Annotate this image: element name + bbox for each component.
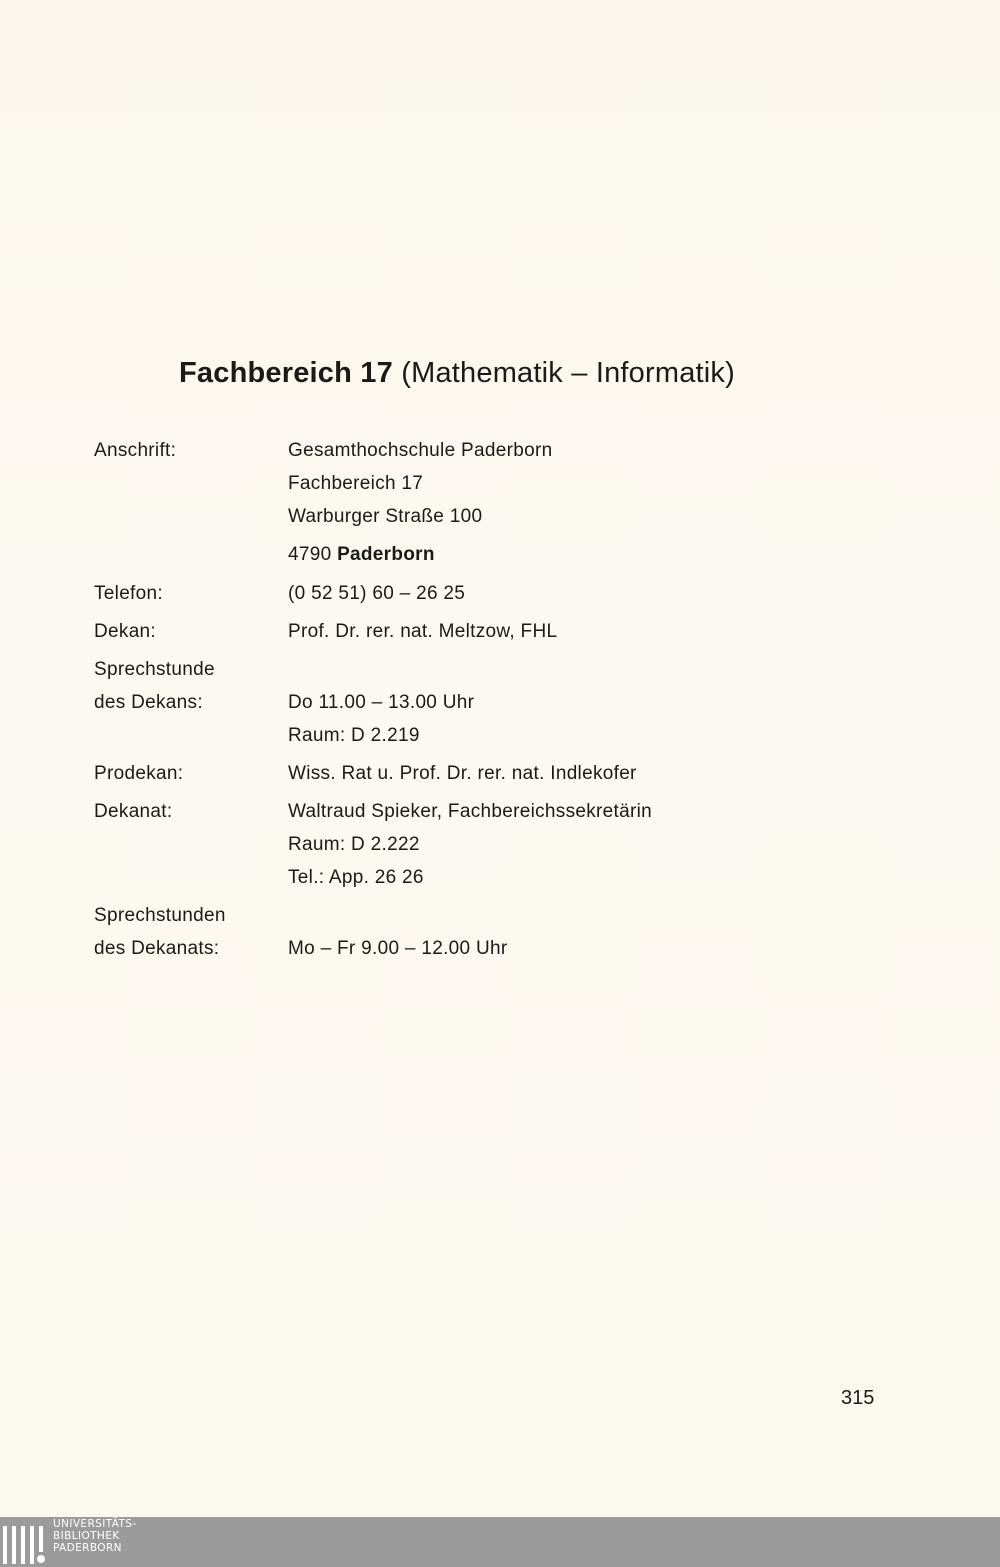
sprechstunde-dekan-time: Do 11.00 – 13.00 Uhr <box>288 692 475 713</box>
sprechstunden-dekanat-time: Mo – Fr 9.00 – 12.00 Uhr <box>288 938 508 959</box>
page-number: 315 <box>841 1387 875 1409</box>
title-department: Fachbereich 17 <box>179 357 393 389</box>
label-sprechstunde-line2: des Dekans: <box>94 692 203 713</box>
library-footer <box>0 1517 1000 1567</box>
library-barcode-logo-icon <box>3 1520 47 1564</box>
library-name-line2: BIBLIOTHEK <box>53 1530 120 1542</box>
address-line-1: Gesamthochschule Paderborn <box>288 440 553 461</box>
address-line-3: Warburger Straße 100 <box>288 506 483 527</box>
dekan-value: Prof. Dr. rer. nat. Meltzow, FHL <box>288 621 558 642</box>
library-name-line3: PADERBORN <box>53 1542 122 1554</box>
dekanat-phone: Tel.: App. 26 26 <box>288 867 424 888</box>
label-sprechstunden-line2: des Dekanats: <box>94 938 220 959</box>
label-telefon: Telefon: <box>94 583 163 604</box>
dekanat-name: Waltraud Spieker, Fachbereichssekretärin <box>288 801 653 822</box>
label-prodekan: Prodekan: <box>94 763 184 784</box>
dekanat-room: Raum: D 2.222 <box>288 834 420 855</box>
address-postcode: 4790 <box>288 544 332 565</box>
title-subject: (Mathematik – Informatik) <box>401 357 735 389</box>
label-dekan: Dekan: <box>94 621 157 642</box>
prodekan-value: Wiss. Rat u. Prof. Dr. rer. nat. Indlekofer <box>288 763 637 784</box>
label-anschrift: Anschrift: <box>94 440 177 461</box>
library-name <box>53 1518 137 1554</box>
telefon-value: (0 52 51) 60 – 26 25 <box>288 583 466 604</box>
address-line-2: Fachbereich 17 <box>288 473 424 494</box>
sprechstunde-dekan-room: Raum: D 2.219 <box>288 725 420 746</box>
label-sprechstunden-line1: Sprechstunden <box>94 905 226 926</box>
address-city: Paderborn <box>337 544 435 565</box>
label-sprechstunde-line1: Sprechstunde <box>94 659 215 680</box>
address-city-line <box>288 543 435 567</box>
library-name-line1: UNIVERSITÄTS- <box>53 1518 137 1530</box>
label-dekanat: Dekanat: <box>94 801 173 822</box>
page-title <box>179 355 735 391</box>
